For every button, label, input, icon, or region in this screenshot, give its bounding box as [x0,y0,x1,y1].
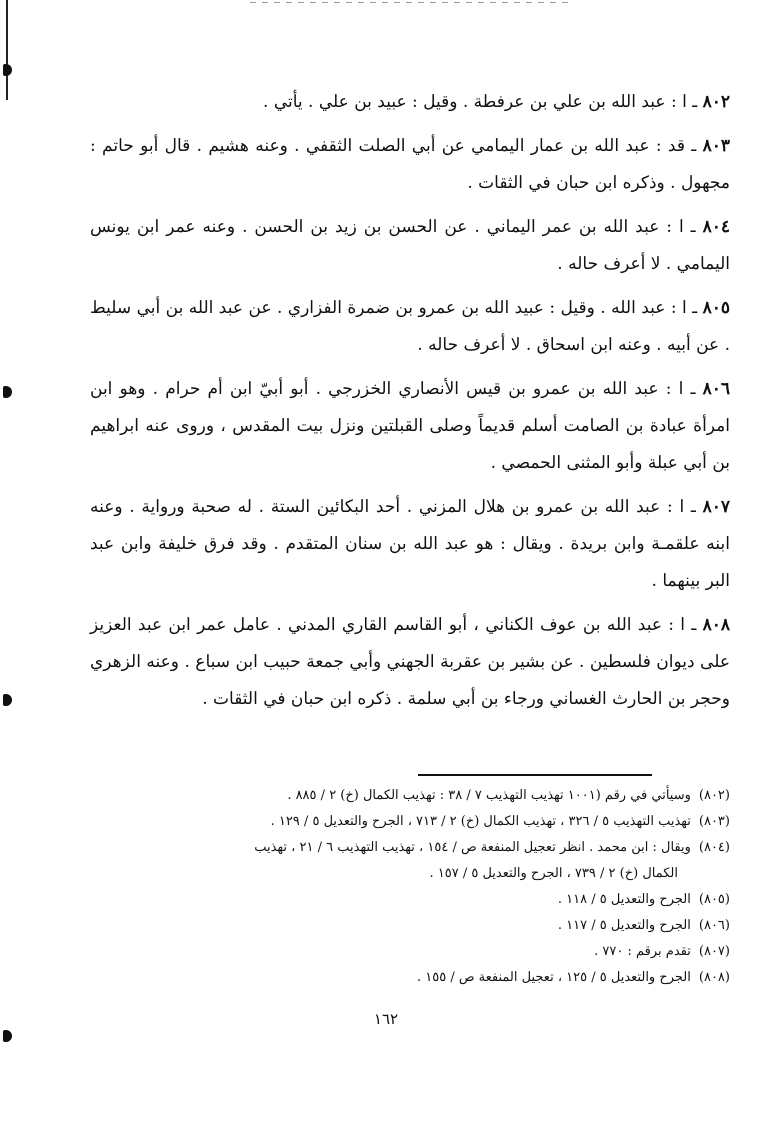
footnote-text: الجرح والتعديل ٥ / ١١٨ . [557,892,691,907]
margin-mark [3,1030,12,1042]
footnote [90,965,730,991]
entry-text: ا : عبد الله . وقيل : عبيد الله بن عمرو بن ضمرة الفزاري . عن عبد الله بن أبي سليط . عن أبيه . وعنه ابن اسحاق . لا أعرف حاله . [90,298,730,355]
entry [90,371,730,482]
footnote-number: (٨٠٥) [698,892,730,907]
margin-mark [3,64,12,76]
footnote-text: ويقال : ابن محمد . انظر تعجيل المنفعة ص / ١٥٤ ، تهذيب التهذيب ٦ / ٢١ ، تهذيب [254,840,691,855]
footnote-text: وسيأتي في رقم (١٠٠١ تهذيب التهذيب ٧ / ٣٨ : تهذيب الكمال (خ) ٢ / ٨٨٥ . [287,788,691,803]
footnote-text: تهذيب التهذيب ٥ / ٣٢٦ ، تهذيب الكمال (خ) ٢ / ٧١٣ ، الجرح والتعديل ٥ / ١٢٩ . [270,814,691,829]
entry-separator: ـ [690,497,696,517]
footnote-text: تقدم برقم : ٧٧٠ . [594,944,691,959]
margin-mark [3,694,12,706]
footnotes [90,783,730,991]
entry-number: ٨٠٥ [702,298,731,318]
entries-body [90,84,730,725]
footnote-number: (٨٠٤) [698,840,730,855]
entry [90,607,730,718]
entry-separator: ـ [692,92,698,112]
entry-separator: ـ [691,615,697,635]
entry-number: ٨٠٤ [702,217,730,237]
entry-text: قد : عبد الله بن عمار اليمامي عن أبي الصلت الثقفي . وعنه هشيم . قال أبو حاتم : مجهول . وذكره ابن حبان في الثقات . [90,136,730,193]
entry-text: ا : عبد الله بن عمرو بن هلال المزني . أحد البكائين الستة . له صحبة ورواية . وعنه ابنه علقمـة وابن بريدة . ويقال : هو عبد الله بن سنان المتقدم . وقد فرق خليفة وابن عبد البر بينهما . [90,497,730,591]
entry-text: ا : عبد الله بن علي بن عرفطة . وقيل : عبيد بن علي . يأتي . [263,92,687,112]
footnote-number: (٨٠٦) [698,918,730,933]
footnote [90,809,730,835]
entry-number: ٨٠٨ [702,615,730,635]
footnote-continuation [90,861,730,887]
entry-text: ا : عبد الله بن عوف الكناني ، أبو القاسم القاري المدني . عامل عمر ابن عبد العزيز على ديوان فلسطين . عن بشير بن عقربة الجهني وأبي جمعة حبيب ابن سباع . وعنه الزهري وحجر بن الحارث الغساني ورجاء بن أبي سلمة . ذكره ابن حبان في الثقات . [90,615,730,709]
footnote-number: (٨٠٨) [698,970,730,985]
entry-number: ٨٠٦ [702,379,731,399]
page-number: ١٦٢ [373,1010,399,1028]
entry [90,489,730,600]
footnote [90,783,730,809]
footnote [90,835,730,861]
scan-edge-line [6,0,8,100]
footnote-text: الجرح والتعديل ٥ / ١١٧ . [557,918,691,933]
margin-mark [3,386,12,398]
entry [90,84,730,121]
entry [90,290,730,364]
entry-number: ٨٠٧ [702,497,731,517]
entry-separator: ـ [692,298,698,318]
footnote [90,887,730,913]
footnote-number: (٨٠٣) [698,814,730,829]
footnote-number: (٨٠٢) [698,788,730,803]
entry-separator: ـ [691,136,697,156]
footnote-text: الجرح والتعديل ٥ / ١٢٥ ، تعجيل المنفعة ص / ١٥٥ . [416,970,691,985]
entry-text: ا : عبد الله بن عمرو بن قيس الأنصاري الخزرجي . أبو أبيّ ابن أم حرام . وهو ابن امرأة عبادة بن الصامت أسلم قديماً وصلى القبلتين ونزل بيت المقدس ، وروى عنه ابراهيم بن أبي عبلة وأبو المثنى الحمصي . [90,379,730,473]
entry [90,128,730,202]
footnote [90,939,730,965]
footnote-separator-rule [418,774,652,776]
footnote-number: (٨٠٧) [698,944,730,959]
entry-number: ٨٠٣ [702,136,730,156]
entry-separator: ـ [690,379,696,399]
entry-separator: ـ [690,217,696,237]
scan-top-line [250,2,570,3]
entry-number: ٨٠٢ [702,92,730,112]
entry-text: ا : عبد الله بن عمر اليماني . عن الحسن بن زيد بن الحسن . وعنه عمر ابن يونس اليمامي . لا أعرف حاله . [90,217,730,274]
entry [90,209,730,283]
footnote [90,913,730,939]
footnote-text: الكمال (خ) ٢ / ٧٣٩ ، الجرح والتعديل ٥ / ١٥٧ . [429,866,678,881]
